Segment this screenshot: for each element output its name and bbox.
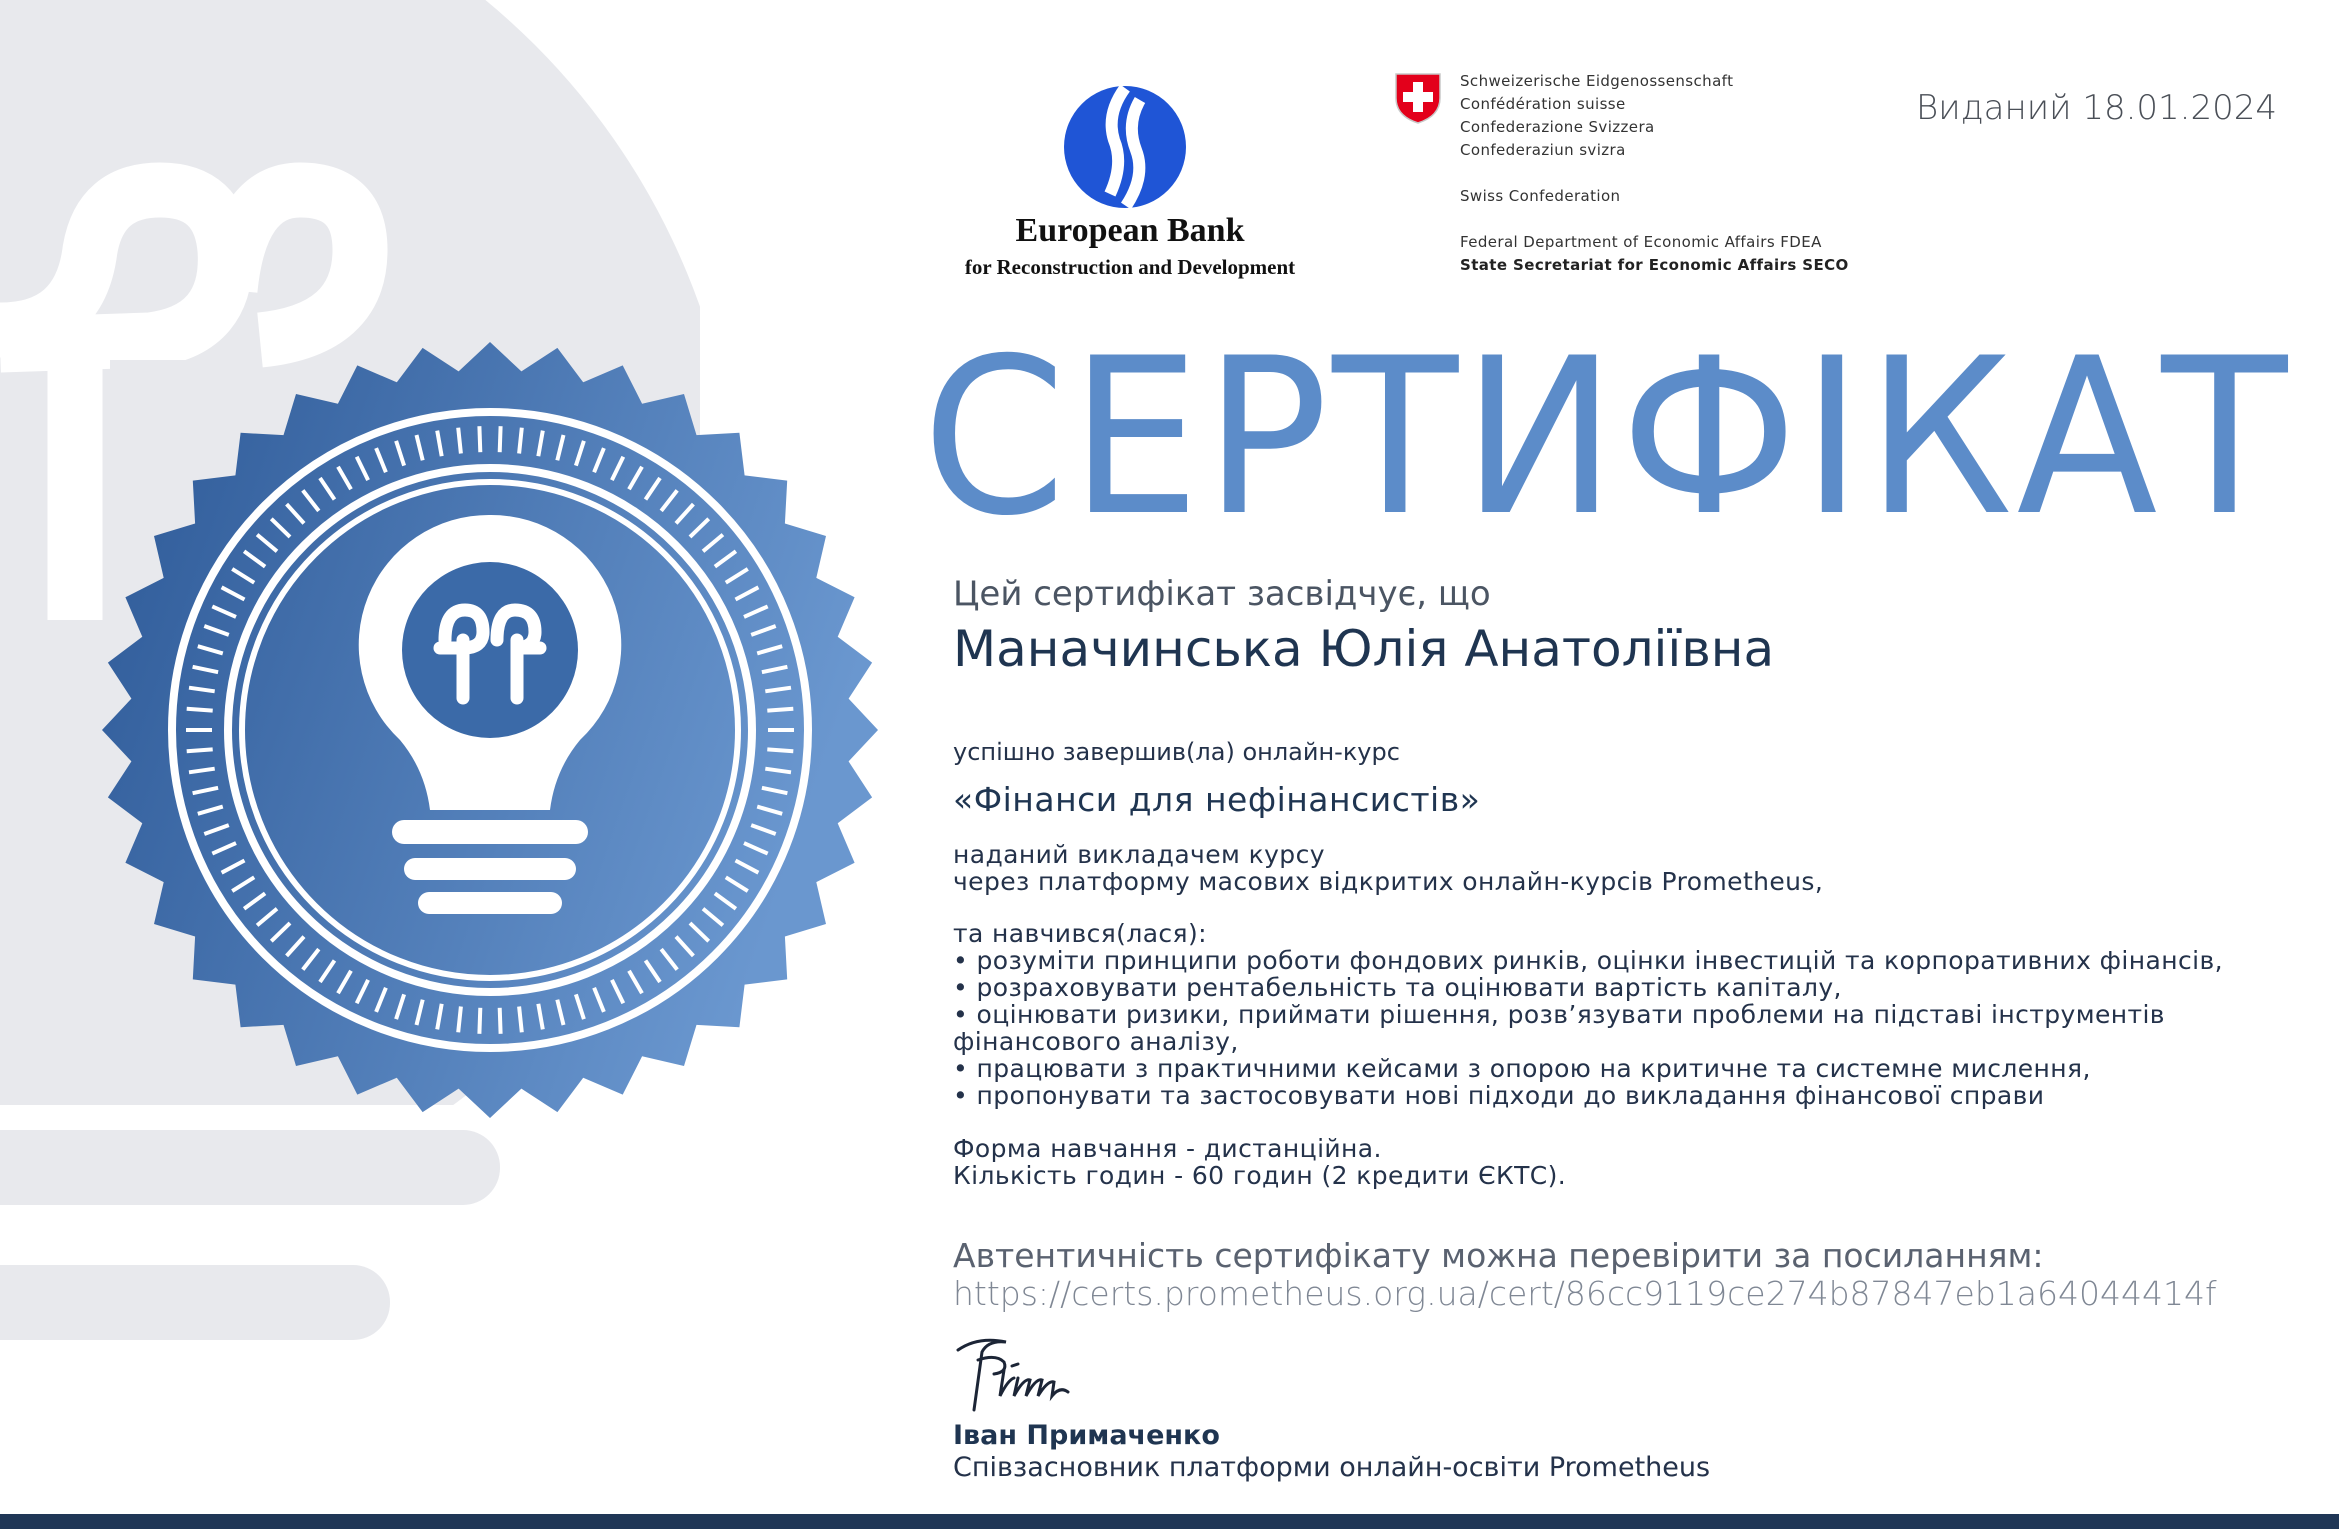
seal-tick [519, 428, 522, 454]
swiss-shield-icon [1394, 72, 1442, 124]
seal-tick [187, 709, 213, 711]
ebrd-logo [940, 78, 1320, 288]
seal-tick [500, 1008, 501, 1034]
ebrd-emblem-icon [1062, 84, 1188, 210]
learning-outcome-item: фінансового аналізу, [953, 1027, 1239, 1056]
signer-role: Співзасновник платформи онлайн-освіти Prometheus [953, 1452, 1711, 1483]
seal-tick [187, 749, 213, 751]
swiss-text [1460, 70, 1849, 277]
ebrd-name-line2: for Reconstruction and Development [964, 255, 1296, 279]
bottom-bar [0, 1514, 2339, 1529]
issue-date: Виданий 18.01.2024 [1915, 88, 2277, 128]
study-details [953, 1135, 1566, 1189]
swiss-confederation-label: Swiss Confederation [1460, 187, 1621, 205]
verification-label: Автентичність сертифікату можна перевірити за посиланням: [953, 1236, 2044, 1275]
swiss-confederation-logo [1394, 70, 1874, 290]
seal-tick [767, 749, 793, 751]
provider-line: наданий викладачем курсу [953, 840, 1325, 869]
seal-tick [479, 426, 480, 452]
verification-link[interactable]: https://certs.prometheus.org.ua/cert/86cc9119ce274b87847eb1a64044414f [953, 1274, 2217, 1313]
swiss-line-fr: Confédération suisse [1460, 95, 1626, 113]
swiss-line-de: Schweizerische Eidgenossenschaft [1460, 72, 1734, 90]
seal-tick [767, 709, 793, 711]
recipient-name: Маначинська Юлія Анатоліївна [953, 620, 1775, 678]
certificate-title: СЕРТИФІКАТ [922, 312, 2292, 563]
study-form: Форма навчання - дистанційна. [953, 1134, 1382, 1163]
learning-outcome-item: • пропонувати та застосовувати нові підходи до викладання фінансової справи [953, 1081, 2045, 1110]
seal-tick [458, 428, 461, 454]
seal-tick [500, 426, 501, 452]
learning-outcome-item: • розраховувати рентабельність та оцінювати вартість капіталу, [953, 973, 1842, 1002]
course-title: «Фінанси для нефінансистів» [953, 780, 1481, 819]
learning-outcome-item: • працювати з практичними кейсами з опорою на критичне та системне мислення, [953, 1054, 2091, 1083]
swiss-line-rm: Confederaziun svizra [1460, 141, 1626, 159]
certificate-intro: Цей сертифікат засвідчує, що [953, 574, 1491, 614]
study-hours: Кількість годин - 60 годин (2 кредити ЄКТС). [953, 1161, 1567, 1190]
learning-outcome-item: • розуміти принципи роботи фондових ринків, оцінки інвестицій та корпоративних фінансів, [953, 946, 2223, 975]
signature-icon [948, 1330, 1088, 1420]
seal-tick [458, 1007, 461, 1033]
swiss-secretariat-label: State Secretariat for Economic Affairs SECO [1460, 256, 1849, 274]
provider-statement [953, 841, 1823, 895]
signer-name: Іван Примаченко [953, 1420, 1220, 1451]
swiss-department-label: Federal Department of Economic Affairs FDEA [1460, 233, 1822, 251]
swiss-line-it: Confederazione Svizzera [1460, 118, 1655, 136]
provider-line: через платформу масових відкритих онлайн-курсів Prometheus, [953, 867, 1824, 896]
ebrd-name-line1: European Bank [1015, 212, 1245, 249]
seal-tick [519, 1007, 522, 1033]
seal-tick [479, 1008, 480, 1034]
learning-outcome-item: • оцінювати ризики, приймати рішення, розв’язувати проблеми на підставі інструментів [953, 1000, 2165, 1029]
course-seal-icon [100, 340, 880, 1120]
completion-statement: успішно завершив(ла) онлайн-курс [953, 738, 1400, 766]
learning-outcomes-intro: та навчився(лася): [953, 919, 1207, 948]
learning-outcomes [953, 920, 2223, 1109]
